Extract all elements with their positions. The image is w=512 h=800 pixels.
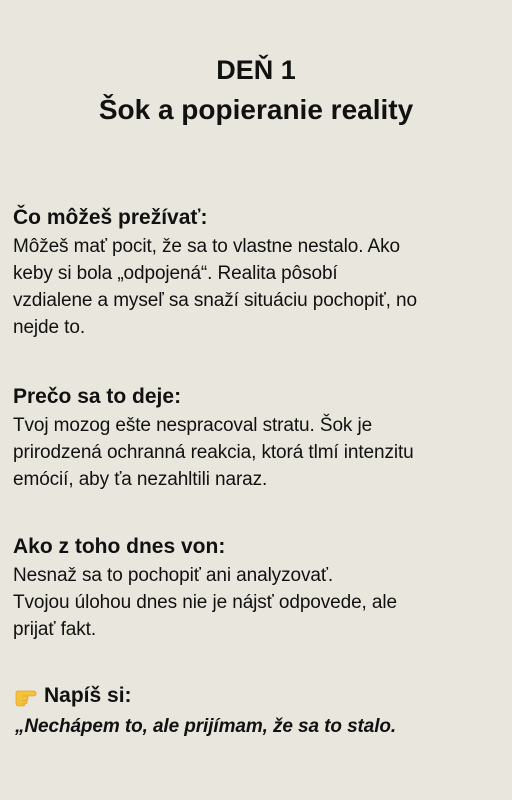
section-text-line: prijať fakt.: [13, 619, 97, 640]
section-why-it-happens: [13, 382, 507, 493]
section-what-you-feel: [13, 203, 507, 341]
section-text-line: Tvojou úlohou dnes nie je nájsť odpovede, ale: [13, 592, 397, 613]
write-heading-row: [13, 681, 507, 711]
pointing-hand-icon: [13, 685, 39, 707]
title-block: [0, 50, 512, 130]
section-text-line: emócií, aby ťa nezahltili naraz.: [13, 469, 268, 490]
section-text-line: Nesnaž sa to pochopiť ani analyzovať.: [13, 565, 334, 586]
write-heading: Napíš si:: [44, 684, 132, 707]
section-text-line: keby si bola „odpojená“. Realita pôsobí: [13, 263, 338, 284]
section-heading: Čo môžeš prežívať:: [13, 206, 208, 229]
page-title: Šok a popieranie reality: [98, 94, 414, 125]
section-text-line: nejde to.: [13, 317, 85, 338]
section-text-line: vzdialene a myseľ sa snaží situáciu pochopiť, no: [13, 290, 417, 311]
section-how-to-cope: [13, 532, 507, 643]
section-text-line: prirodzená ochranná reakcia, ktorá tlmí intenzitu: [13, 442, 414, 463]
day-label: DEŇ 1: [216, 55, 296, 85]
section-heading: Prečo sa to deje:: [13, 385, 182, 408]
section-write-down: [13, 681, 507, 740]
section-text-line: Môžeš mať pocit, že sa to vlastne nestalo. Ako: [13, 236, 400, 257]
section-heading: Ako z toho dnes von:: [13, 535, 226, 558]
affirmation-quote: „Nechápem to, ale prijímam, že sa to stalo.: [15, 716, 397, 737]
section-text-line: Tvoj mozog ešte nespracoval stratu. Šok je: [13, 415, 373, 436]
